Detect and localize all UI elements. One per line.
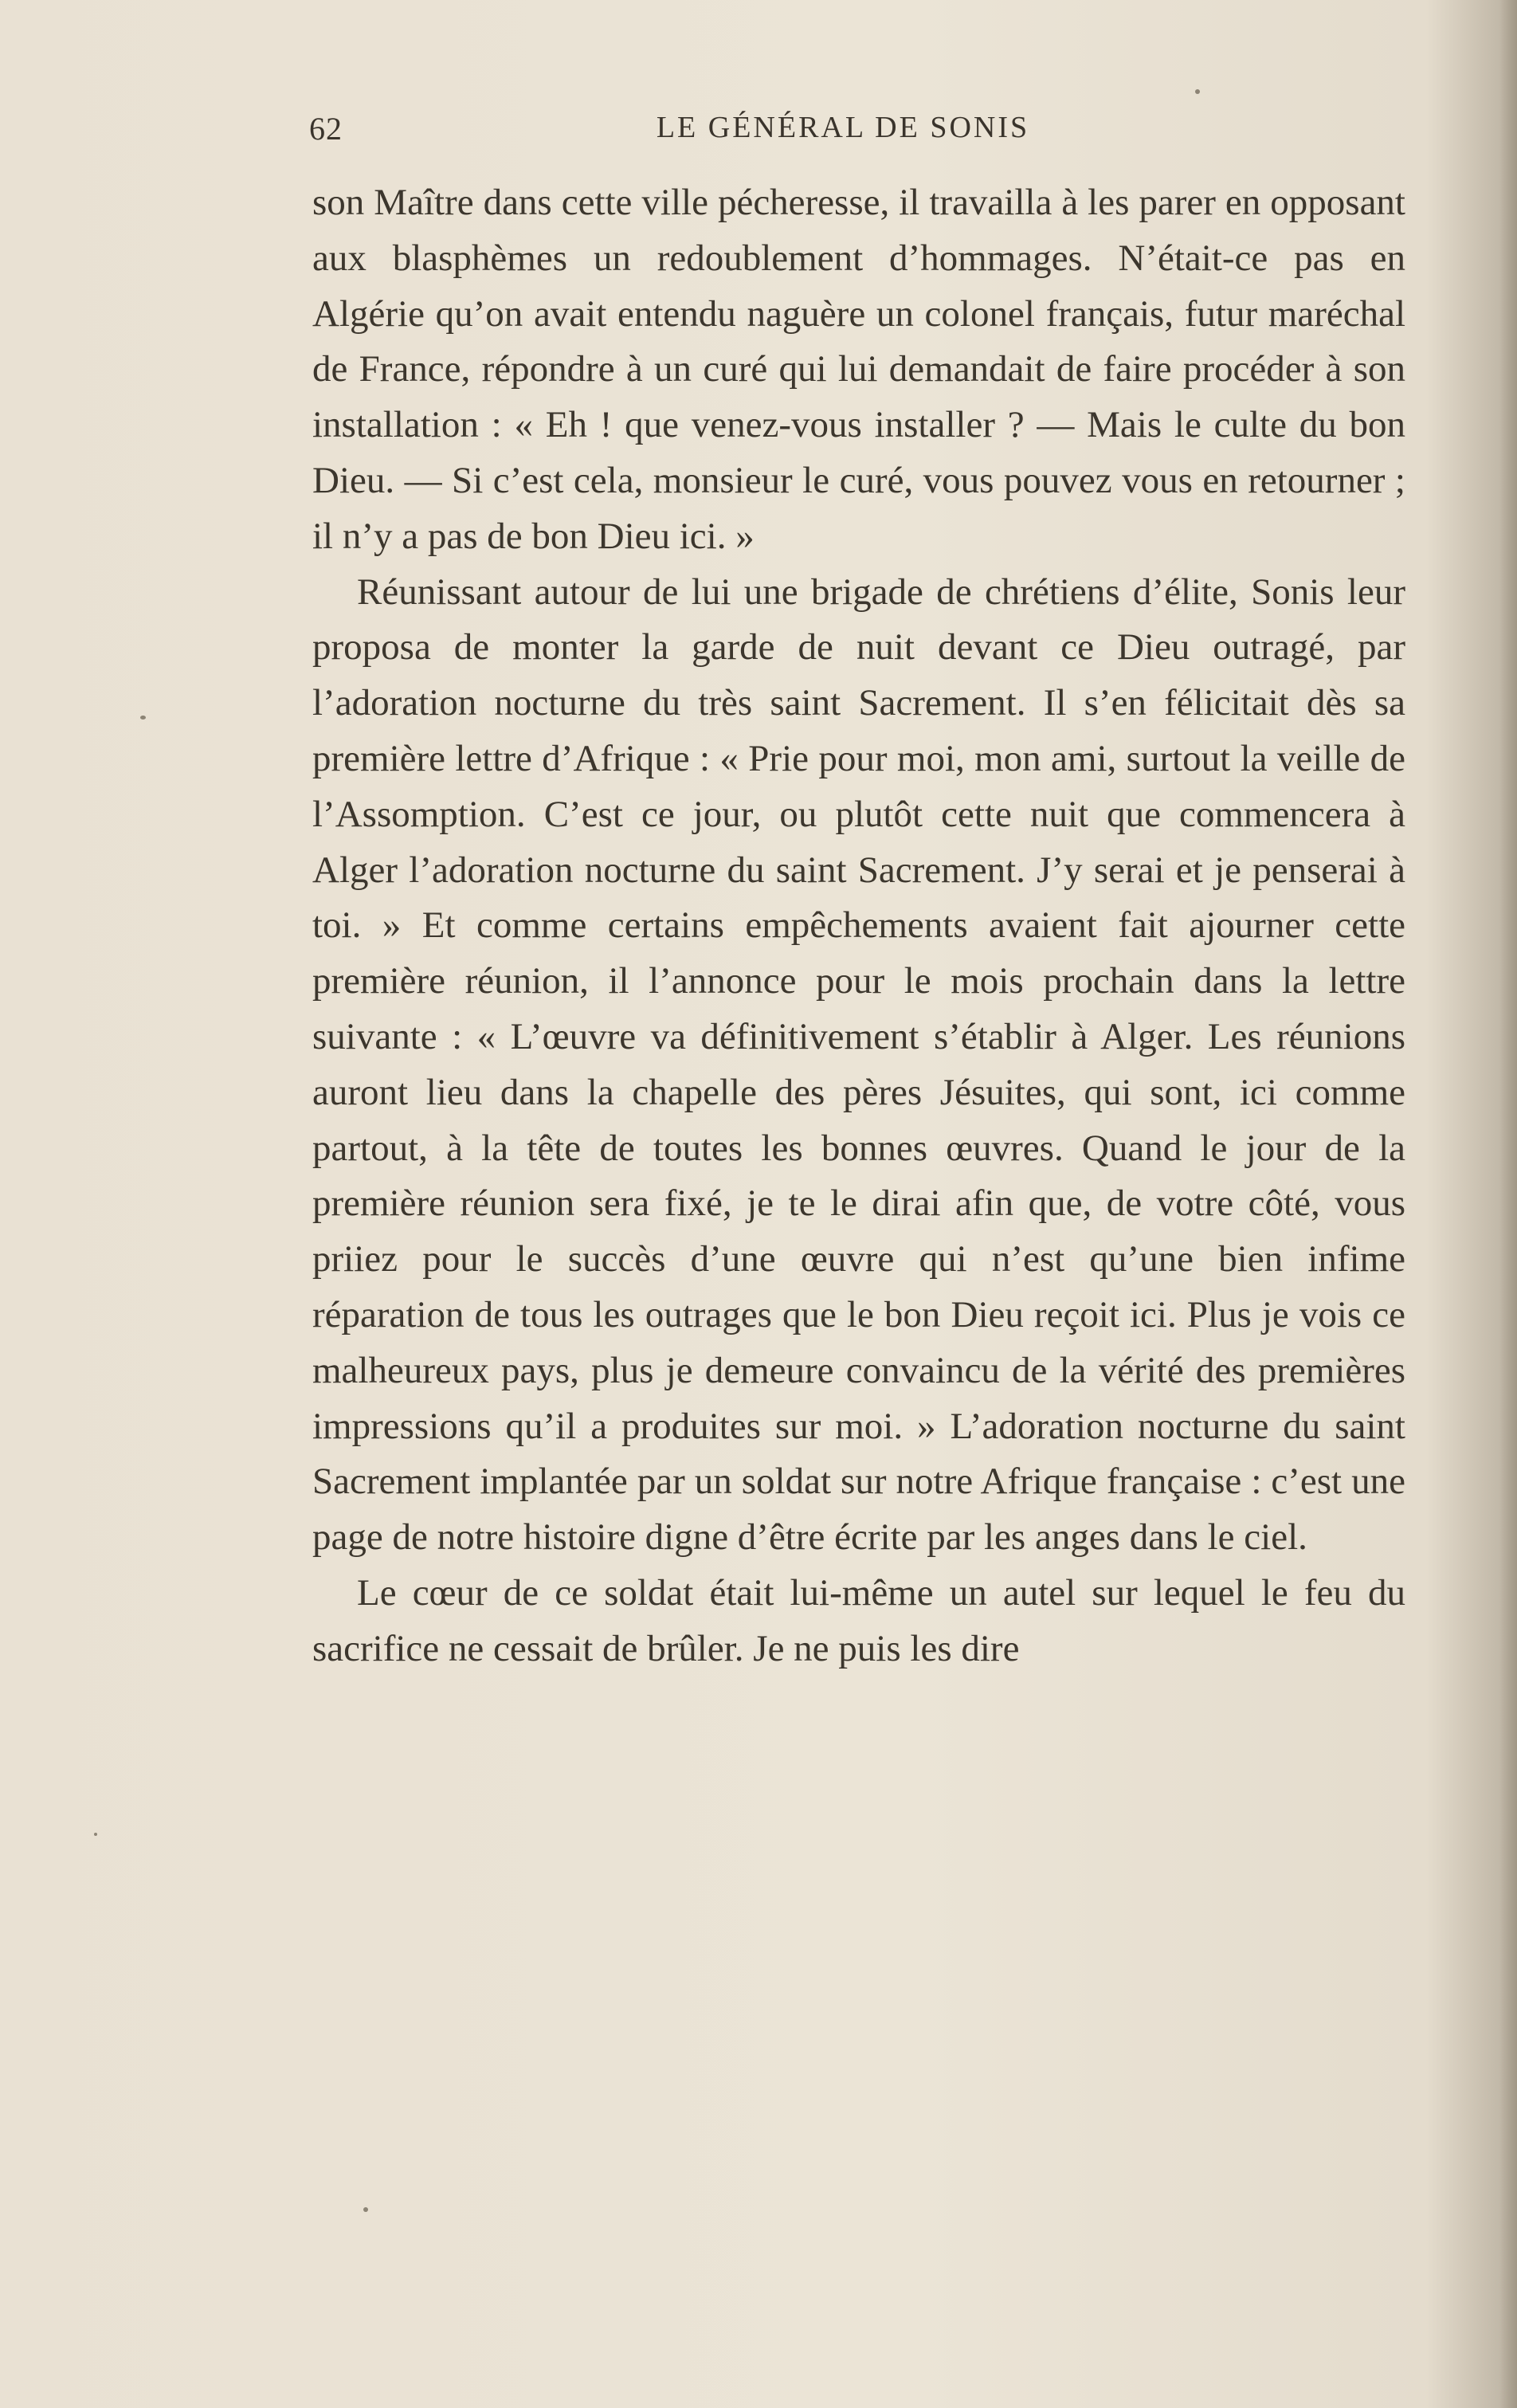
running-title: LE GÉNÉRAL DE SONIS: [656, 111, 1030, 144]
paper-speck: [140, 716, 146, 720]
paragraph: Réunissant autour de lui une brigade de chrétiens d’élite, Sonis leur proposa de monter la garde de nuit devant ce Dieu outragé, par l’adoration nocturne du très saint Sacrement. Il s’en félicitait dès sa première lettre d’Afrique : « Prie pour moi, mon ami, surtout la veille de l’Assomption. C’est ce jour, ou plutôt cette nuit que commencera à Alger l’adoration nocturne du saint Sacrement. J’y serai et je penserai à toi. » Et comme certains empêchements avaient fait ajourner cette première réunion, il l’annonce pour le mois prochain dans la lettre suivante : « L’œuvre va définitivement s’établir à Alger. Les réunions auront lieu dans la chapelle des pères Jésuites, qui sont, ici comme partout, à la tête de toutes les bonnes œuvres. Quand le jour de la première réunion sera fixé, je te le dirai afin que, de votre côté, vous priiez pour le succès d’une œuvre qui n’est qu’une bien infime réparation de tous les outrages que le bon Dieu reçoit ici. Plus je vois ce malheureux pays, plus je demeure convaincu de la vérité des premières impressions qu’il a produites sur moi. » L’adoration nocturne du saint Sacrement implantée par un soldat sur notre Afrique française : c’est une page de notre histoire digne d’être écrite par les anges dans le ciel.: [312, 571, 1405, 1559]
body-text: [312, 175, 1405, 1677]
paper-speck: [1195, 89, 1200, 94]
paper-speck: [363, 2207, 368, 2212]
page-header: [309, 110, 1409, 153]
paragraph: son Maître dans cette ville pécheresse, il travailla à les parer en opposant aux blasphèmes un redoublement d’hommages. N’était-ce pas en Algérie qu’on avait entendu naguère un colonel français, futur maréchal de France, répondre à un curé qui lui demandait de faire procéder à son installation : « Eh ! que venez-vous installer ? — Mais le culte du bon Dieu. — Si c’est cela, monsieur le curé, vous pouvez vous en retourner ; il n’y a pas de bon Dieu ici. »: [312, 182, 1405, 557]
page-edge-shadow: [1499, 0, 1517, 2408]
paper-speck: [94, 1833, 97, 1836]
paragraph: Le cœur de ce soldat était lui-même un autel sur lequel le feu du sacrifice ne cessait de brûler. Je ne puis les dire: [312, 1571, 1405, 1669]
page-number: 62: [309, 111, 343, 147]
